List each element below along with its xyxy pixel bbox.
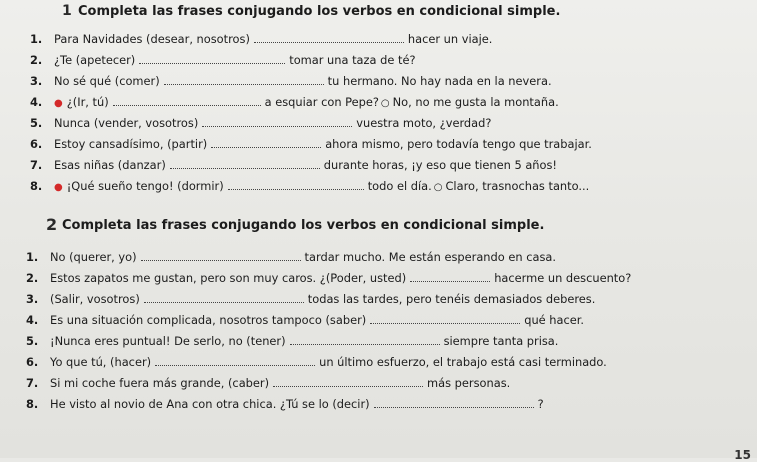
ex2-item-1-blank[interactable]: [141, 251, 301, 261]
exercise-1-title: Completa las frases conjugando los verbos en condicional simple.: [78, 4, 561, 19]
ex1-item-5: 5. Nunca (vender, vosotros) vuestra moto, ¿verdad?: [30, 116, 492, 130]
ex1-item-2: 2. ¿Te (apetecer) tomar una taza de té?: [30, 53, 416, 67]
ex1-item-1-after: hacer un viaje.: [407, 32, 493, 46]
ex1-item-6: 6. Estoy cansadísimo, (partir) ahora mismo, pero todavía tengo que trabajar.: [30, 137, 592, 151]
ex2-item-1: 1. No (querer, yo) tardar mucho. Me están esperando en casa.: [26, 250, 556, 264]
ex2-item-7: 7. Si mi coche fuera más grande, (caber) más personas.: [26, 376, 511, 390]
ex1-item-1-blank[interactable]: [254, 33, 404, 43]
ex1-item-5-blank[interactable]: [202, 117, 352, 127]
ex1-item-3: 3. No sé qué (comer) tu hermano. No hay nada en la nevera.: [30, 74, 552, 88]
ex2-item-8-blank[interactable]: [374, 398, 534, 408]
ex2-item-2: 2. Estos zapatos me gustan, pero son muy caros. ¿(Poder, usted) hacerme un descuento?: [26, 271, 632, 285]
circle-icon: ○: [433, 182, 443, 193]
red-dot-icon: ●: [54, 98, 63, 109]
ex2-item-6-blank[interactable]: [155, 356, 315, 366]
exercise-1-number: 1: [62, 3, 72, 19]
ex1-item-1-prompt: Para Navidades (desear, nosotros): [54, 32, 250, 46]
ex2-item-8: 8. He visto al novio de Ana con otra chica. ¿Tú se lo (decir) ?: [26, 397, 544, 411]
ex1-item-4-blank[interactable]: [113, 96, 261, 106]
red-dot-icon: ●: [54, 182, 63, 193]
ex1-item-8-blank[interactable]: [228, 180, 364, 190]
ex1-item-8: 8. ● ¡Qué sueño tengo! (dormir) todo el día. ○ Claro, trasnochas tanto...: [30, 179, 590, 193]
ex2-item-7-blank[interactable]: [273, 377, 423, 387]
ex2-item-6: 6. Yo que tú, (hacer) un último esfuerzo, el trabajo está casi terminado.: [26, 355, 607, 369]
ex2-item-5: 5. ¡Nunca eres puntual! De serlo, no (tener) siempre tanta prisa.: [26, 334, 559, 348]
ex2-item-4-blank[interactable]: [370, 314, 520, 324]
circle-icon: ○: [380, 98, 390, 109]
ex1-item-6-blank[interactable]: [211, 138, 321, 148]
exercise-2-number: 2: [46, 215, 58, 234]
ex1-item-7-blank[interactable]: [170, 159, 320, 169]
ex2-item-3-blank[interactable]: [144, 293, 304, 303]
ex1-item-1: 1. Para Navidades (desear, nosotros) hacer un viaje.: [30, 32, 493, 46]
ex1-item-4: 4. ● ¿(Ir, tú) a esquiar con Pepe? ○ No, no me gusta la montaña.: [30, 95, 559, 109]
ex2-item-3: 3. (Salir, vosotros) todas las tardes, pero tenéis demasiados deberes.: [26, 292, 596, 306]
ex1-item-3-blank[interactable]: [164, 75, 324, 85]
exercise-2-title: Completa las frases conjugando los verbos en condicional simple.: [62, 218, 545, 233]
ex1-item-7: 7. Esas niñas (danzar) durante horas, ¡y eso que tienen 5 años!: [30, 158, 558, 172]
ex1-item-2-blank[interactable]: [139, 54, 285, 64]
ex2-item-2-blank[interactable]: [410, 272, 490, 282]
ex2-item-4: 4. Es una situación complicada, nosotros tampoco (saber) qué hacer.: [26, 313, 585, 327]
ex2-item-5-blank[interactable]: [290, 335, 440, 345]
page-number: 15: [734, 448, 751, 462]
